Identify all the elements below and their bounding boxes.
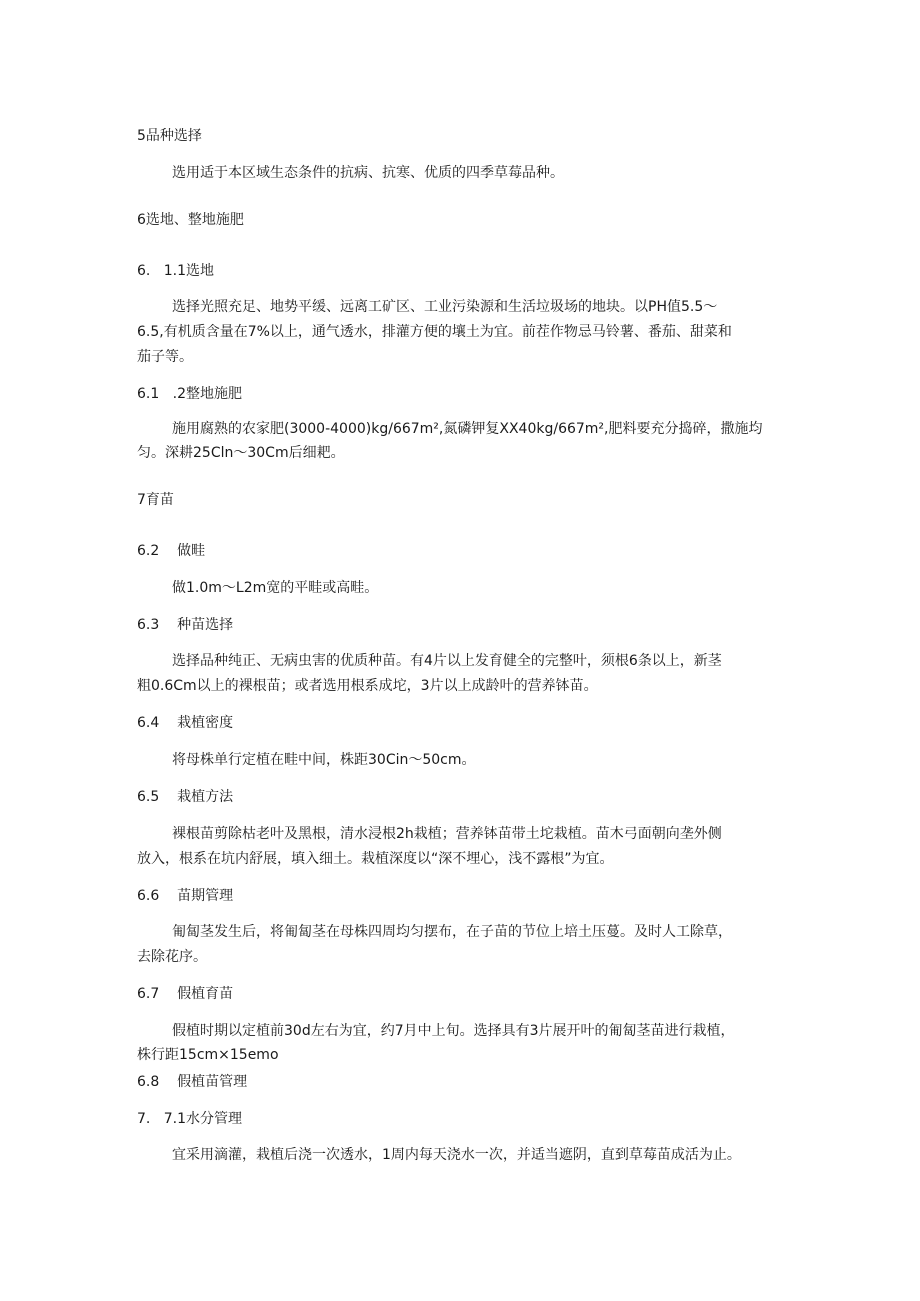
paragraph-line: 株行距15cm×15emo <box>137 1047 279 1063</box>
section-heading: 6.4 栽植密度 <box>137 715 234 731</box>
paragraph-line: 去除花序。 <box>137 949 207 965</box>
paragraph-line: 裸根苗剪除枯老叶及黑根，清水浸根2h栽植；营养钵苗带土坨栽植。苗木弓面朝向垄外侧 <box>172 826 722 842</box>
section-heading: 6.5 栽植方法 <box>137 789 234 805</box>
paragraph-line: 选择光照充足、地势平缓、远离工矿区、工业污染源和生活垃圾场的地块。以PH值5.5～ <box>172 299 718 315</box>
paragraph-line: 做1.0m～L2m宽的平畦或高畦。 <box>172 580 379 596</box>
paragraph-line: 宜采用滴灌，栽植后浇一次透水，1周内每天浇水一次，并适当遮阴，直到草莓苗成活为止。 <box>172 1147 741 1163</box>
section-heading: 7. 7.1水分管理 <box>137 1111 242 1127</box>
section-heading: 7育苗 <box>137 492 174 508</box>
paragraph-line: 施用腐熟的农家肥(3000-4000)kg/667m²,氮磷钾复XX40kg/667m²,肥料要充分捣碎，撒施均 <box>172 421 763 437</box>
paragraph-line: 选择品种纯正、无病虫害的优质种苗。有4片以上发育健全的完整叶，须根6条以上，新茎 <box>172 653 722 669</box>
section-heading: 6选地、整地施肥 <box>137 212 244 228</box>
paragraph-line: 将母株单行定植在畦中间，株距30Cin～50cm。 <box>172 752 476 768</box>
paragraph-line: 粗0.6Cm以上的裸根苗；或者选用根系成坨，3片以上成龄叶的营养钵苗。 <box>137 678 598 694</box>
section-heading: 6. 1.1选地 <box>137 263 214 279</box>
paragraph-line: 匍匐茎发生后，将匍匐茎在母株四周均匀摆布，在子苗的节位上培土压蔓。及时人工除草， <box>172 924 732 940</box>
paragraph-line: 茄子等。 <box>137 349 193 365</box>
section-heading: 6.8 假植苗管理 <box>137 1074 248 1090</box>
section-heading: 6.3 种苗选择 <box>137 617 234 633</box>
paragraph-line: 选用适于本区域生态条件的抗病、抗寒、优质的四季草莓品种。 <box>172 165 564 181</box>
section-heading: 6.2 做畦 <box>137 543 206 559</box>
section-heading: 5品种选择 <box>137 128 202 144</box>
paragraph-line: 匀。深耕25Cln～30Cm后细耙。 <box>137 445 345 461</box>
paragraph-line: 6.5,有机质含量在7%以上，通气透水，排灌方便的壤土为宜。前茬作物忌马铃薯、番茄、甜菜和 <box>137 324 732 340</box>
section-heading: 6.7 假植育苗 <box>137 986 234 1002</box>
section-heading: 6.6 苗期管理 <box>137 888 234 904</box>
section-heading: 6.1 .2整地施肥 <box>137 386 242 402</box>
paragraph-line: 假植时期以定植前30d左右为宜，约7月中上旬。选择具有3片展开叶的匍匐茎苗进行栽植， <box>172 1023 735 1039</box>
paragraph-line: 放入，根系在坑内舒展，填入细土。栽植深度以“深不埋心，浅不露根”为宜。 <box>137 851 614 867</box>
